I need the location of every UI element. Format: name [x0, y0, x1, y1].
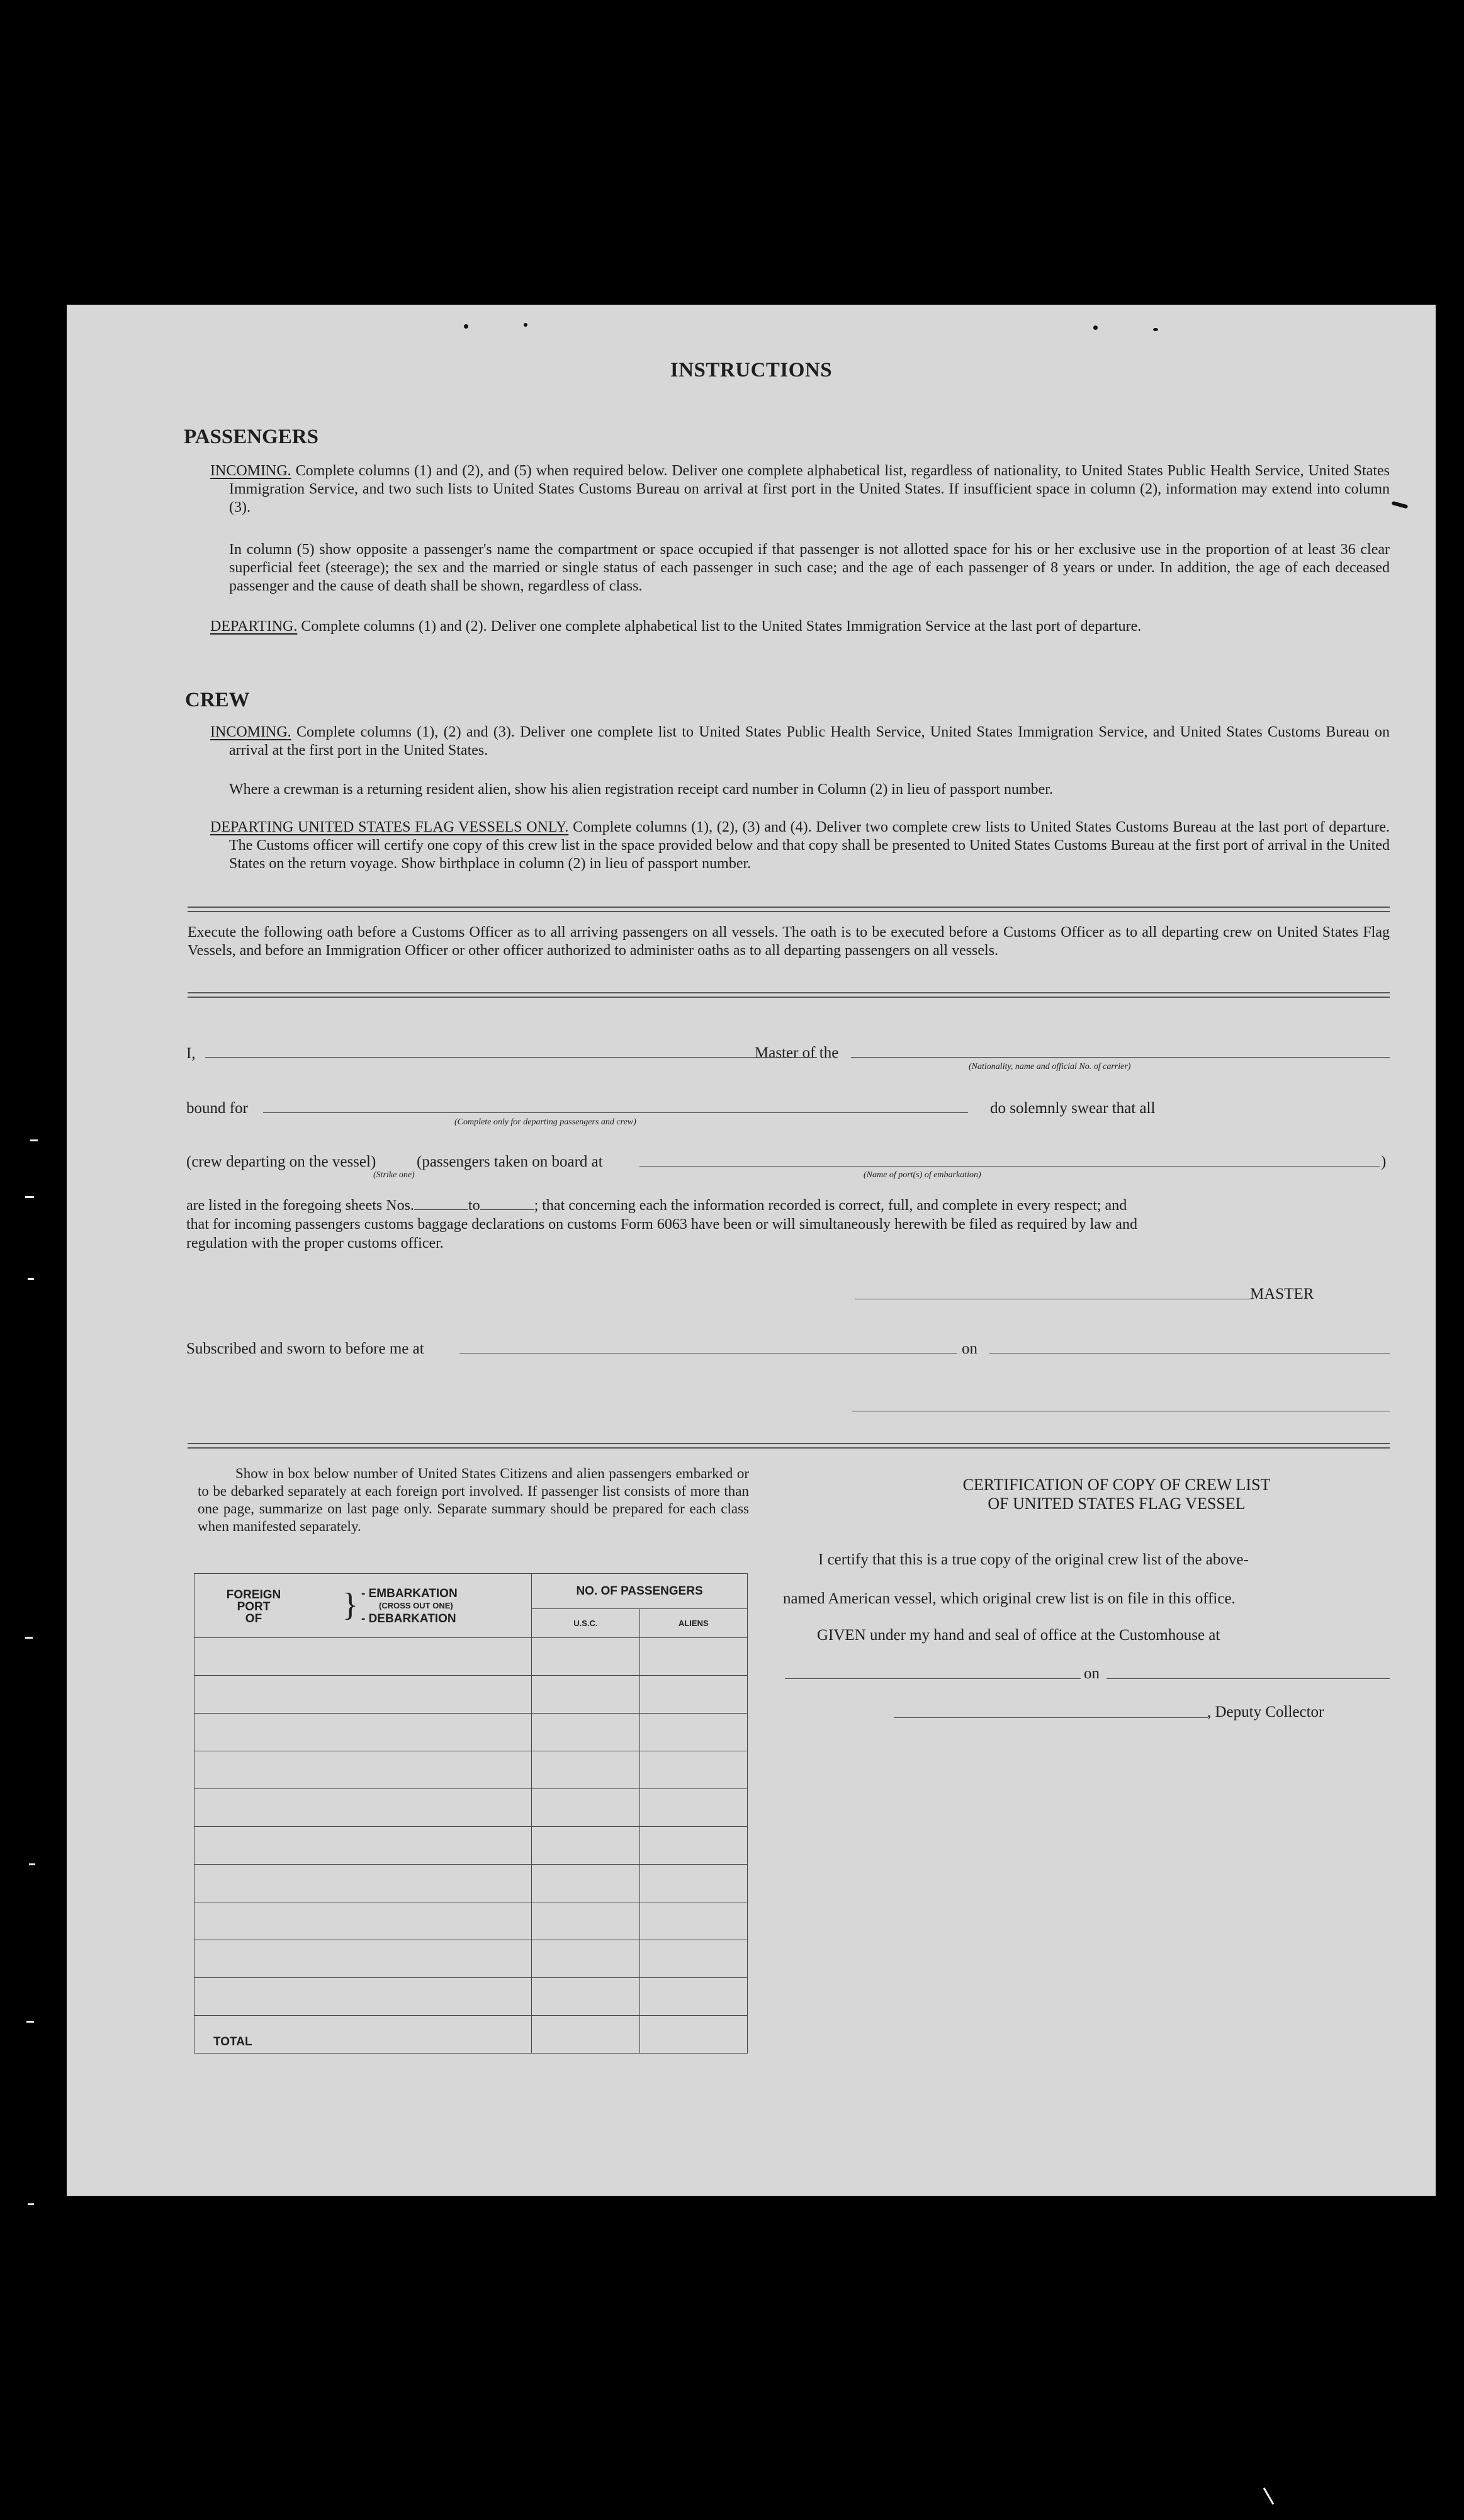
aliens-cell[interactable] [639, 1978, 747, 2016]
usc-cell[interactable] [532, 1676, 639, 1714]
film-speck [28, 2203, 34, 2205]
aliens-total-cell[interactable] [639, 2016, 747, 2054]
foreign-label: FOREIGN [226, 1588, 281, 1602]
port-label: PORT [237, 1600, 271, 1613]
passengers-incoming-paragraph [210, 462, 1390, 517]
sworn-on-label: on [962, 1340, 977, 1357]
port-header-cell [194, 1574, 532, 1638]
master-of-the-label: Master of the [755, 1044, 839, 1061]
table-row [194, 1789, 748, 1827]
carrier-caption: (Nationality, name and official No. of carrier) [969, 1062, 1131, 1071]
certification-title-line-1: CERTIFICATION OF COPY OF CREW LIST [962, 1476, 1271, 1494]
table-row [194, 1865, 748, 1902]
aliens-cell[interactable] [639, 1751, 747, 1789]
aliens-cell[interactable] [639, 1827, 747, 1865]
swear-text: do solemnly swear that all [990, 1100, 1156, 1117]
aliens-cell[interactable] [639, 1902, 747, 1940]
usc-cell[interactable] [532, 1940, 639, 1978]
port-cell[interactable] [194, 1902, 532, 1940]
usc-total-cell[interactable] [532, 2016, 639, 2054]
port-cell[interactable] [194, 1789, 532, 1827]
usc-cell[interactable] [532, 1827, 639, 1865]
listed-text-b: ; that concerning each the information recorded is correct, full, and complete in every respect; and [534, 1197, 1127, 1214]
usc-cell[interactable] [532, 1638, 639, 1676]
table-row [194, 1940, 748, 1978]
aliens-cell[interactable] [639, 1638, 747, 1676]
usc-cell[interactable] [532, 1902, 639, 1940]
ports-caption: (Name of port(s) of embarkation) [864, 1170, 981, 1180]
customhouse-field[interactable] [785, 1678, 1081, 1679]
passengers-column5-paragraph: In column (5) show opposite a passenger's name the compartment or space occupied if that passenger is not allotted space for his or her exclusive use in the proportion of at least 36 clear superficial feet (steerage); the sex and the married or single status of each passenger in such case; and the age of each passenger of 8 years or under. In addition, the age of each deceased passenger and the cause of death shall be shown, regardless of class. [229, 541, 1390, 594]
deputy-signature-field[interactable] [894, 1717, 1208, 1718]
bound-for-label: bound for [186, 1100, 248, 1117]
debarkation-label[interactable]: - DEBARKATION [361, 1612, 456, 1625]
passengers-incoming-text: Complete columns (1) and (2), and (5) when required below. Deliver one complete alphabetical list, regardless of nationality, to United States Public Health Service, United States Immigration Service, and two such lists to United States Customs Bureau on arrival at first port in the United States. If insufficient space in column (2), information may extend into column (3). [229, 463, 1390, 516]
aliens-header: ALIENS [639, 1609, 747, 1638]
cert-date-field[interactable] [1106, 1678, 1390, 1679]
summary-instructions: Show in box below number of United States Citizens and alien passengers embarked or to be debarked separately at each foreign port involved. If passenger list consists of more than one page, summarize on last page only. Separate summary should be prepared for each class when manifested separately. [198, 1466, 749, 1534]
listed-line-2: that for incoming passengers customs baggage declarations on customs Form 6063 have been or will simultaneously herewith be filed as required by law and [186, 1216, 1137, 1233]
crew-resident-paragraph: Where a crewman is a returning resident alien, show his alien registration receipt card number in Column (2) in lieu of passport number. [229, 781, 1053, 798]
table-row [194, 1676, 748, 1714]
listed-text-a: are listed in the foregoing sheets Nos. [186, 1197, 414, 1214]
film-speck [30, 1139, 38, 1141]
deputy-collector-label: , Deputy Collector [1207, 1704, 1324, 1720]
sheet-to-field[interactable] [480, 1209, 534, 1210]
certify-line-1: I certify that this is a true copy of the original crew list of the above- [818, 1551, 1249, 1568]
film-speck [28, 1278, 34, 1280]
port-cell[interactable] [194, 1865, 532, 1902]
brace: } [342, 1587, 358, 1623]
table-row [194, 1902, 748, 1940]
passengers-incoming-lead: INCOMING. [210, 463, 291, 479]
crew-incoming-text: Complete columns (1), (2) and (3). Deliver one complete list to United States Public Health Service, United States Immigration Service, and United States Customs Bureau on arrival at the first port in the United States. [229, 724, 1390, 759]
listed-line-1 [186, 1197, 1127, 1214]
table-row [194, 1638, 748, 1676]
usc-cell[interactable] [532, 1978, 639, 2016]
listed-to: to [468, 1197, 480, 1214]
speck [524, 323, 527, 327]
aliens-cell[interactable] [639, 1714, 747, 1751]
port-cell[interactable] [194, 1827, 532, 1865]
usc-cell[interactable] [532, 1789, 639, 1827]
speck [1392, 501, 1409, 509]
usc-cell[interactable] [532, 1865, 639, 1902]
aliens-cell[interactable] [639, 1865, 747, 1902]
total-label: TOTAL [194, 2016, 532, 2054]
port-cell[interactable] [194, 1676, 532, 1714]
port-cell[interactable] [194, 1714, 532, 1751]
sheet-from-field[interactable] [414, 1209, 468, 1210]
speck [1093, 325, 1098, 330]
embarkation-label[interactable]: - EMBARKATION [361, 1587, 458, 1600]
of-label: OF [245, 1612, 262, 1625]
table-row [194, 1751, 748, 1789]
usc-header: U.S.C. [532, 1609, 639, 1638]
crew-incoming-lead: INCOMING. [210, 724, 291, 740]
passengers-taken-option[interactable]: (passengers taken on board at [417, 1153, 603, 1170]
table-row [194, 1978, 748, 2016]
crew-departing-lead: DEPARTING UNITED STATES FLAG VESSELS ONLY. [210, 819, 569, 835]
passengers-departing-lead: DEPARTING. [210, 618, 298, 635]
table-row [194, 1827, 748, 1865]
crew-heading: CREW [185, 689, 250, 711]
film-speck [1263, 2487, 1275, 2504]
strike-one-caption: (Strike one) [373, 1170, 415, 1180]
usc-cell[interactable] [532, 1751, 639, 1789]
film-speck [25, 1637, 33, 1639]
aliens-cell[interactable] [639, 1676, 747, 1714]
master-name-field[interactable] [205, 1057, 817, 1058]
embarkation-ports-field[interactable] [639, 1166, 1380, 1167]
speck [1153, 328, 1158, 331]
listed-line-3: regulation with the proper customs officer. [186, 1235, 444, 1252]
passengers-departing-paragraph [210, 618, 1390, 636]
aliens-cell[interactable] [639, 1789, 747, 1827]
cert-on-label: on [1084, 1665, 1100, 1682]
carrier-field[interactable] [851, 1057, 1390, 1058]
given-line: GIVEN under my hand and seal of office at the Customhouse at [817, 1627, 1220, 1644]
film-speck [26, 2021, 34, 2023]
crew-departing-text: Complete columns (1), (2), (3) and (4). Deliver two complete crew lists to United States Customs Bureau at the last port of departure. The Customs officer will certify one copy of this crew list in the space provided below and that copy shall be presented to United States Customs Bureau at the first port of arrival in the United States on the return voyage. Show birthplace in column (2) in lieu of passport number. [229, 819, 1390, 872]
cross-out-label: (CROSS OUT ONE) [379, 1601, 453, 1610]
foreign-port-of [222, 1589, 285, 1625]
divider [188, 1443, 1390, 1449]
oath-i-label: I, [186, 1045, 196, 1062]
master-label: MASTER [1250, 1285, 1314, 1302]
certification-title-line-2: OF UNITED STATES FLAG VESSEL [988, 1494, 1246, 1513]
bound-for-field[interactable] [263, 1112, 968, 1113]
aliens-cell[interactable] [639, 1940, 747, 1978]
total-row [194, 2016, 748, 2054]
passenger-summary-table [194, 1573, 748, 2054]
table-row [194, 1714, 748, 1751]
passengers-heading: PASSENGERS [184, 426, 318, 448]
port-cell[interactable] [194, 1940, 532, 1978]
certification-title [789, 1476, 1444, 1513]
subscribed-label: Subscribed and sworn to before me at [186, 1340, 424, 1357]
speck [464, 324, 468, 329]
certify-line-2: named American vessel, which original crew list is on file in this office. [783, 1590, 1236, 1607]
port-cell[interactable] [194, 1638, 532, 1676]
passengers-departing-text: Complete columns (1) and (2). Deliver one complete alphabetical list to the United States Immigration Service at the last port of departure. [301, 618, 1142, 635]
document-page [67, 305, 1436, 2196]
crew-incoming-paragraph [210, 723, 1390, 760]
film-speck [29, 1863, 35, 1865]
bound-caption: (Complete only for departing passengers and crew) [454, 1117, 636, 1127]
oath-instruction: Execute the following oath before a Customs Officer as to all arriving passengers on all vessels. The oath is to be executed before a Customs Officer as to all departing crew on United States Flag Vessels, and before an Immigration Officer or other officer authorized to administer oaths as to all departing passengers on all vessels. [188, 924, 1390, 959]
no-passengers-header: NO. OF PASSENGERS [532, 1574, 748, 1609]
film-speck [25, 1196, 34, 1198]
close-paren: ) [1381, 1153, 1387, 1170]
port-cell[interactable] [194, 1978, 532, 2016]
page-title: INSTRUCTIONS [670, 359, 833, 381]
usc-cell[interactable] [532, 1714, 639, 1751]
port-cell[interactable] [194, 1751, 532, 1789]
crew-departing-option[interactable]: (crew departing on the vessel) [186, 1153, 376, 1170]
divider [188, 907, 1390, 912]
divider [188, 992, 1390, 998]
crew-departing-paragraph [210, 818, 1390, 873]
